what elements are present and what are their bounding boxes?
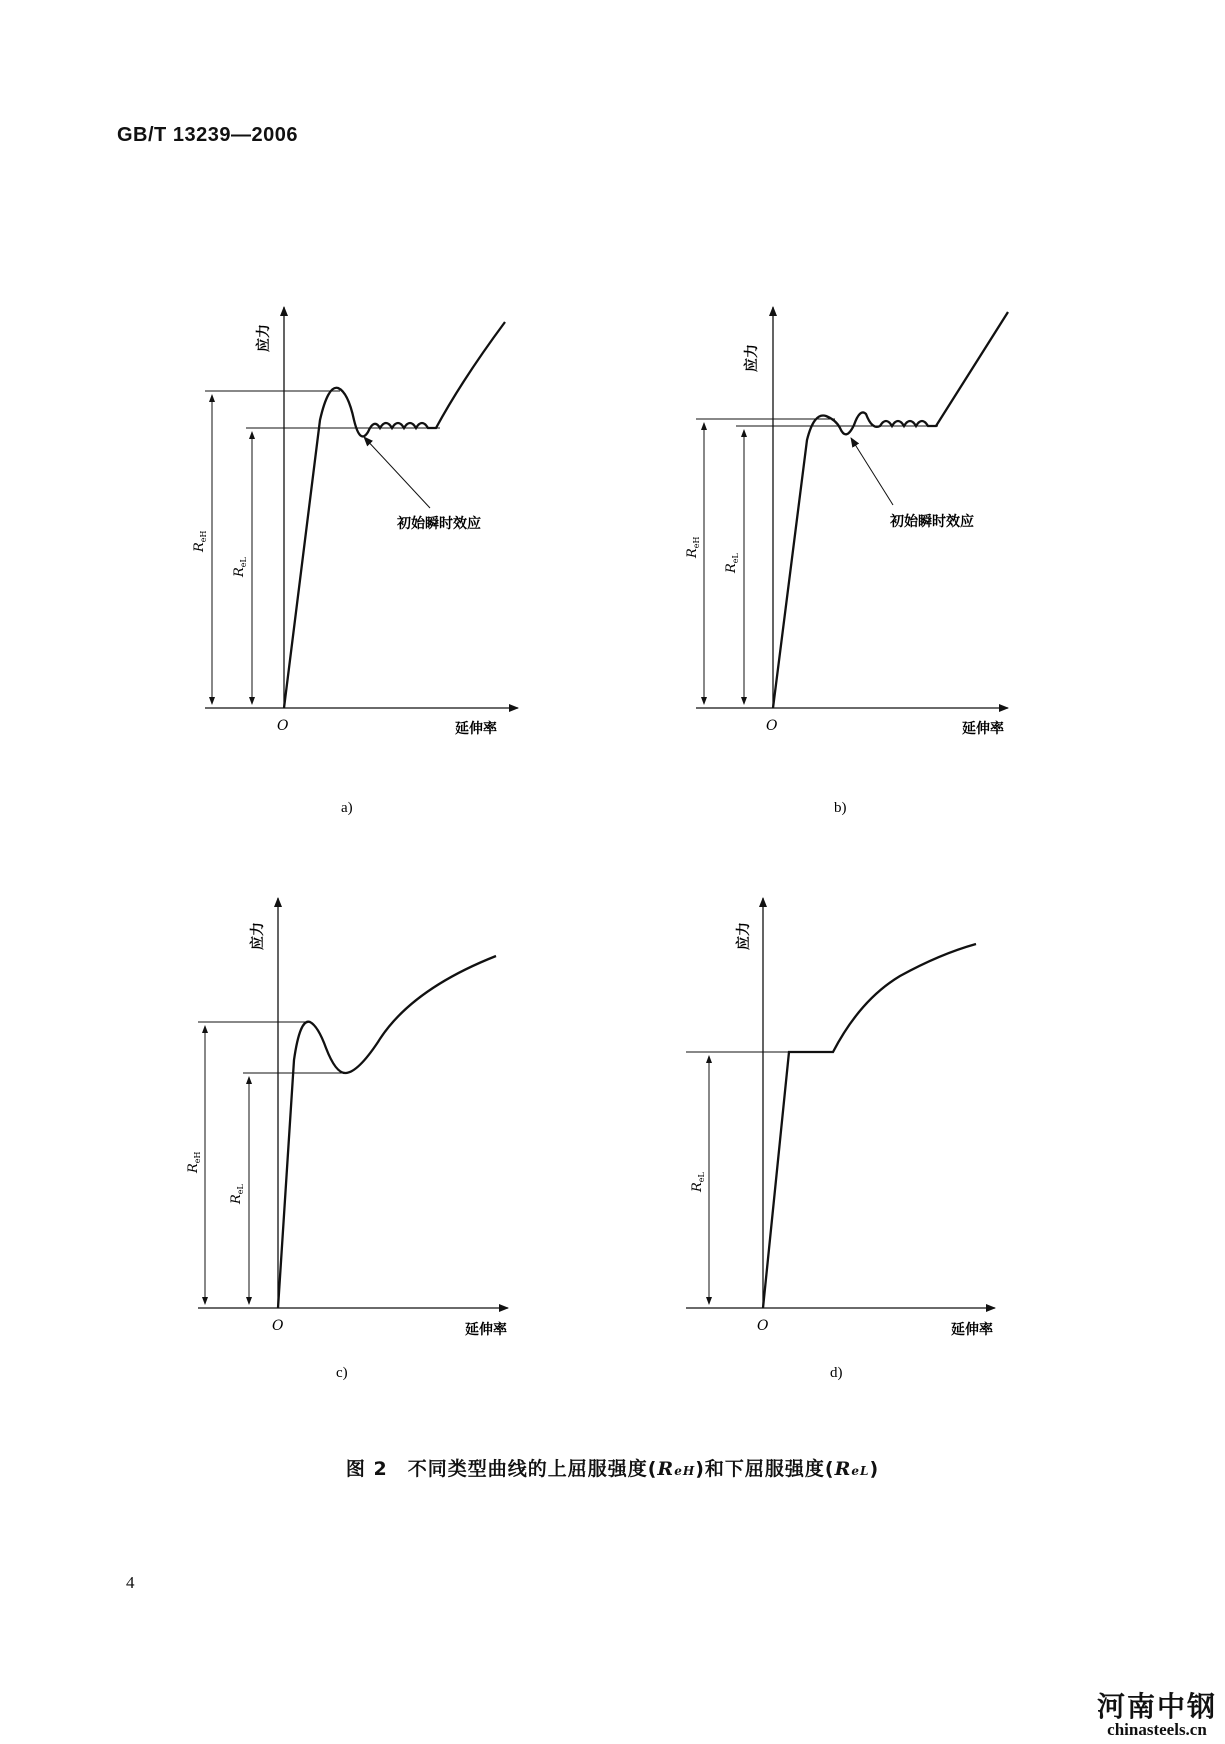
- page-number: 4: [126, 1573, 135, 1592]
- figure-caption: [0, 1454, 1225, 1481]
- rel-label: $R_{eL}$: [690, 1172, 706, 1192]
- annotation-arrow: [364, 437, 430, 508]
- stress-strain-curve: [773, 312, 1008, 708]
- y-axis-label: 应力: [736, 922, 752, 950]
- caption-mid: )和下屈服强度(: [695, 1458, 835, 1480]
- rel-label: $R_{eL}$: [229, 1184, 245, 1204]
- watermark-url: chinasteels.cn: [1107, 1720, 1207, 1739]
- x-axis-label: 延伸率: [465, 1322, 507, 1338]
- annotation-label: 初始瞬时效应: [890, 514, 974, 530]
- reh-label: $R_{eH}$: [186, 1151, 202, 1173]
- origin-label: O: [757, 1318, 769, 1334]
- panel-label: a): [341, 800, 353, 816]
- stress-strain-curve: [278, 956, 496, 1308]
- x-axis-label: 延伸率: [962, 721, 1004, 737]
- reh-label: $R_{eH}$: [192, 530, 208, 552]
- watermark-cn: 河南中钢: [1096, 1690, 1217, 1723]
- y-axis-label: 应力: [250, 922, 266, 950]
- caption-rel-symbol: R: [834, 1458, 852, 1480]
- panel-a: [192, 307, 518, 816]
- rel-label: $R_{eL}$: [232, 557, 248, 577]
- panel-b: [685, 307, 1008, 816]
- panel-c: [186, 898, 508, 1381]
- caption-prefix: 图 2 不同类型曲线的上屈服强度(: [345, 1458, 658, 1480]
- x-axis-label: 延伸率: [455, 721, 497, 737]
- caption-suffix: ): [869, 1458, 880, 1480]
- y-axis-label: 应力: [744, 344, 760, 372]
- standard-id: GB/T 13239—2006: [117, 124, 298, 146]
- panel-label: d): [830, 1365, 843, 1381]
- annotation-arrow: [851, 438, 893, 505]
- x-axis-label: 延伸率: [951, 1322, 993, 1338]
- origin-label: O: [272, 1318, 284, 1334]
- caption-reh-symbol: R: [657, 1458, 675, 1480]
- panel-label: b): [834, 800, 847, 816]
- caption-reh-sub: eH: [674, 1464, 696, 1478]
- watermark: [1096, 1690, 1217, 1739]
- rel-label: $R_{eL}$: [724, 553, 740, 573]
- panel-d: [686, 898, 995, 1381]
- caption-rel-sub: eL: [851, 1464, 870, 1478]
- origin-label: O: [766, 718, 778, 734]
- origin-label: O: [277, 718, 289, 734]
- stress-strain-curve: [284, 322, 505, 708]
- stress-strain-curve: [763, 944, 976, 1308]
- panel-label: c): [336, 1365, 348, 1381]
- annotation-label: 初始瞬时效应: [397, 516, 481, 532]
- y-axis-label: 应力: [256, 324, 272, 352]
- reh-label: $R_{eH}$: [685, 536, 701, 558]
